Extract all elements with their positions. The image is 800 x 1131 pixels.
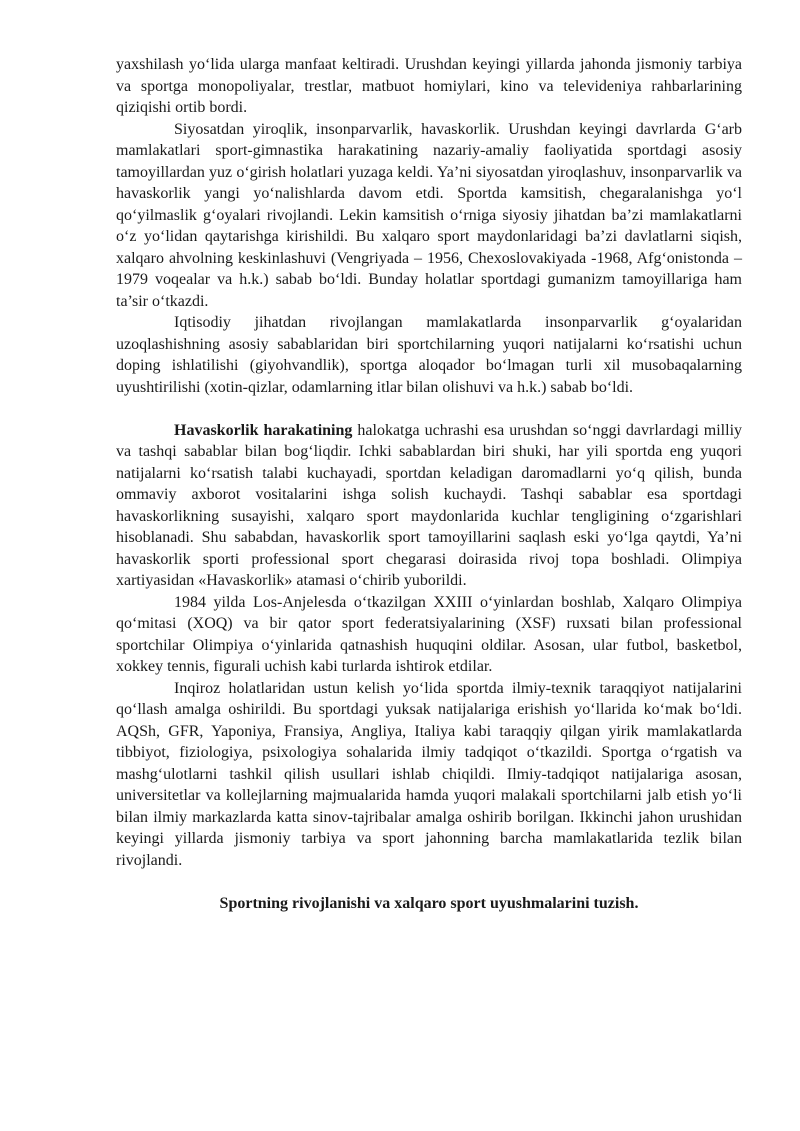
paragraph-2-text: Siyosatdan yiroqlik, insonparvarlik, havaskorlik. Urushdan keyingi davrlarda G‘arb mamlakatlari sport-gimnastika harakatining nazariy-amaliy faoliyatida sportdagi asosiy tamoyillardan yuz o‘girish holatlari yuzaga keldi. Ya’ni siyosatdan yiroqlashuv, insonparvarlik va havaskorlik yangi yo‘nalishlarda davom etdi. Sportda kamsitish, chegaralanishga yo‘l qo‘yilmaslik g‘oyalari rivojlandi. Lekin kamsitish o‘rniga siyosiy jihatdan ba’zi mamlakatlarni o‘z yo‘lidan qaytarishga kirishildi. Bu xalqaro sport maydonlaridagi ba’zi davlatlarni siqish, xalqaro ahvolning keskinlashuvi (Vengriyada – 1956, Chexoslovakiyada -1968, Afg‘onistonda – 1979 voqealar va h.k.) sabab bo‘ldi. Bunday holatlar sportdagi gumanizm tamoyillariga ham ta’sir o‘tkazdi. bbox=[116, 120, 742, 310]
document-page bbox=[116, 54, 742, 914]
paragraph-4-text: halokatga uchrashi esa urushdan so‘nggi davrlardagi milliy va tashqi sabablar bilan bog‘liqdir. Ichki sabablardan biri shuki, har yili sportda eng yuqori natijalarni ko‘rsatish talabi kuchayadi, sportdan keladigan daromadlarni yo‘q qilish, bunda ommaviy axborot vositalarini ishga solish kuchaydi. Tashqi sabablar esa sportdagi havaskorlikning susayishi, xalqaro sport maydonlarida kuchlar tengligining o‘zgarishlari hisoblanadi. Shu sababdan, havaskorlik sport tamoyillarini saqlash eski yo‘lga qaytdi, Ya’ni havaskorlik sporti professional sport chegarasi doirasida rivoj topa boshladi. Olimpiya xartiyasidan «Havaskorlik» atamasi o‘chirib yuborildi. bbox=[116, 421, 743, 589]
section-heading: Sportning rivojlanishi va xalqaro sport uyushmalarini tuzish. bbox=[219, 894, 639, 912]
paragraph-5-text: 1984 yilda Los-Anjelesda o‘tkazilgan XXIII o‘yinlardan boshlab, Xalqaro Olimpiya qo‘mitasi (XOQ) va bir qator sport federatsiyalarining (XSF) ruxsati bilan professional sportchilar Olimpiya o‘yinlarida qatnashish huquqini oldilar. Asosan, ular futbol, basketbol, xokkey tennis, figurali uchish kabi turlarda ishtirok etdilar. bbox=[116, 593, 742, 675]
paragraph-3-text: Iqtisodiy jihatdan rivojlangan mamlakatlarda insonparvarlik g‘oyalaridan uzoqlashishning asosiy sabablaridan biri sportchilarning yuqori natijalarni ko‘rsatishi uchun doping ishlatilishi (giyohvandlik), sportga aloqador bo‘lmagan turli xil musobaqalarning uyushtirilishi (xotin-qizlar, odamlarning itlar bilan olishuvi va h.k.) sabab bo‘ldi. bbox=[116, 314, 742, 396]
paragraph-6-text: Inqiroz holatlaridan ustun kelish yo‘lida sportda ilmiy-texnik taraqqiyot natijalarini qo‘llash amalga oshirildi. Bu sportdagi yuksak natijalariga erishish yo‘llarida ko‘mak bo‘ldi. AQSh, GFR, Yaponiya, Fransiya, Angliya, Italiya kabi taraqqiy qilgan yirik mamlakatlarda tibbiyot, fiziologiya, psixologiya sohalarida ilmiy tadqiqot o‘tkazildi. Sportga o‘rgatish va mashg‘ulotlarni tashkil qilish usullari ishlab chiqildi. Ilmiy-tadqiqot natijalariga asosan, universitetlar va kollejlarning majmualarida hamda yuqori malakali sportchilarni jalb etish yo‘li bilan ilmiy markazlarda katta sinov-tajribalar amalga oshirib borilgan. Ikkinchi jahon urushidan keyingi yillarda jismoniy tarbiya va sport jahonning barcha mamlakatlarida tezlik bilan rivojlandi. bbox=[116, 679, 742, 869]
paragraph-2 bbox=[116, 119, 742, 313]
paragraph-6 bbox=[116, 678, 742, 872]
paragraph-4 bbox=[116, 420, 742, 592]
paragraph-5 bbox=[116, 592, 742, 678]
paragraph-1 bbox=[116, 54, 742, 119]
paragraph-1-text: yaxshilash yo‘lida ularga manfaat keltiradi. Urushdan keyingi yillarda jahonda jismoniy tarbiya va sportga monopoliyalar, trestlar, matbuot homiylari, kino va televideniya rahbarlarining qiziqishi ortib bordi. bbox=[116, 56, 742, 116]
paragraph-3 bbox=[116, 312, 742, 398]
paragraph-4-lead: Havaskorlik harakatining bbox=[174, 421, 353, 439]
